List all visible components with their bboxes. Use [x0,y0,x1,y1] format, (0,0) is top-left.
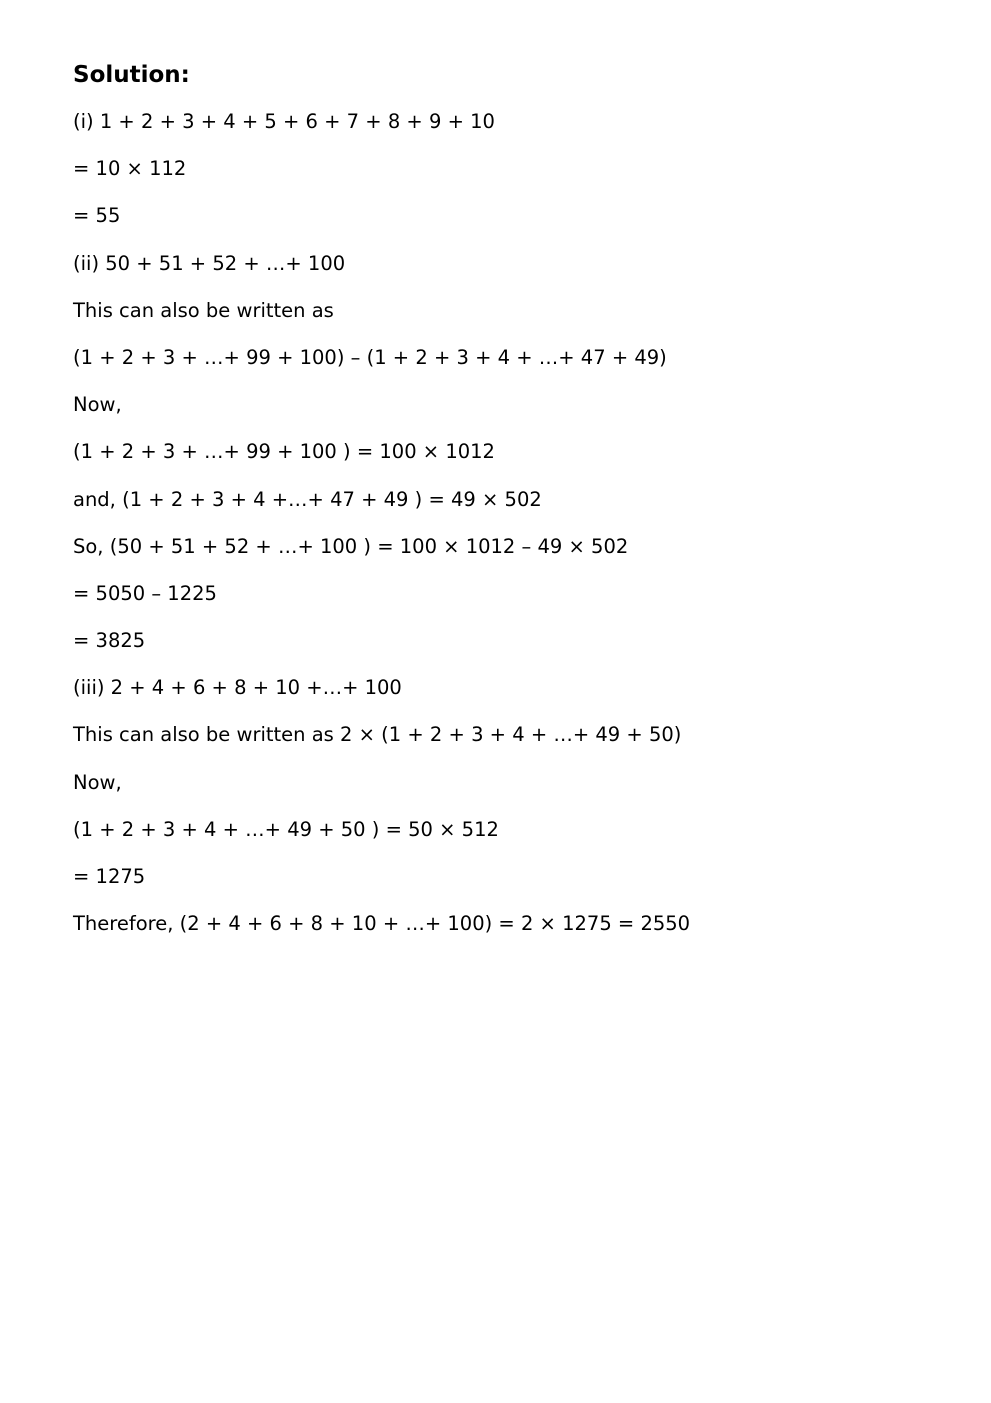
solution-line: and, (1 + 2 + 3 + 4 +…+ 47 + 49 ) = 49 × 502 [73,487,542,511]
solution-line: (i) 1 + 2 + 3 + 4 + 5 + 6 + 7 + 8 + 9 + 10 [73,110,495,133]
solution-line: (1 + 2 + 3 + …+ 99 + 100 ) = 100 × 1012 [73,440,495,464]
solution-line: Therefore, (2 + 4 + 6 + 8 + 10 + …+ 100) = 2 × 1275 = 2550 [73,912,691,936]
solution-line: (1 + 2 + 3 + 4 + …+ 49 + 50 ) = 50 × 512 [73,817,499,841]
solution-line: (iii) 2 + 4 + 6 + 8 + 10 +…+ 100 [73,676,402,700]
solution-line: (1 + 2 + 3 + …+ 99 + 100) – (1 + 2 + 3 + 4 + …+ 47 + 49) [73,345,667,369]
solution-line: (ii) 50 + 51 + 52 + …+ 100 [73,251,346,275]
solution-line: = 55 [73,204,121,228]
solution-line: = 1275 [73,865,146,888]
solution-line: = 5050 – 1225 [73,581,217,605]
solution-line: So, (50 + 51 + 52 + …+ 100 ) = 100 × 1012 – 49 × 502 [73,534,629,558]
solution-heading: Solution: [73,62,190,88]
solution-line: Now, [73,393,122,417]
solution-document [73,58,953,958]
solution-line: Now, [73,770,122,794]
solution-line: This can also be written as 2 × (1 + 2 + 3 + 4 + …+ 49 + 50) [73,723,682,747]
solution-line: = 3825 [73,629,146,653]
solution-lines [73,109,953,937]
solution-line: = 10 × 112 [73,157,187,181]
solution-line: This can also be written as [73,298,334,322]
